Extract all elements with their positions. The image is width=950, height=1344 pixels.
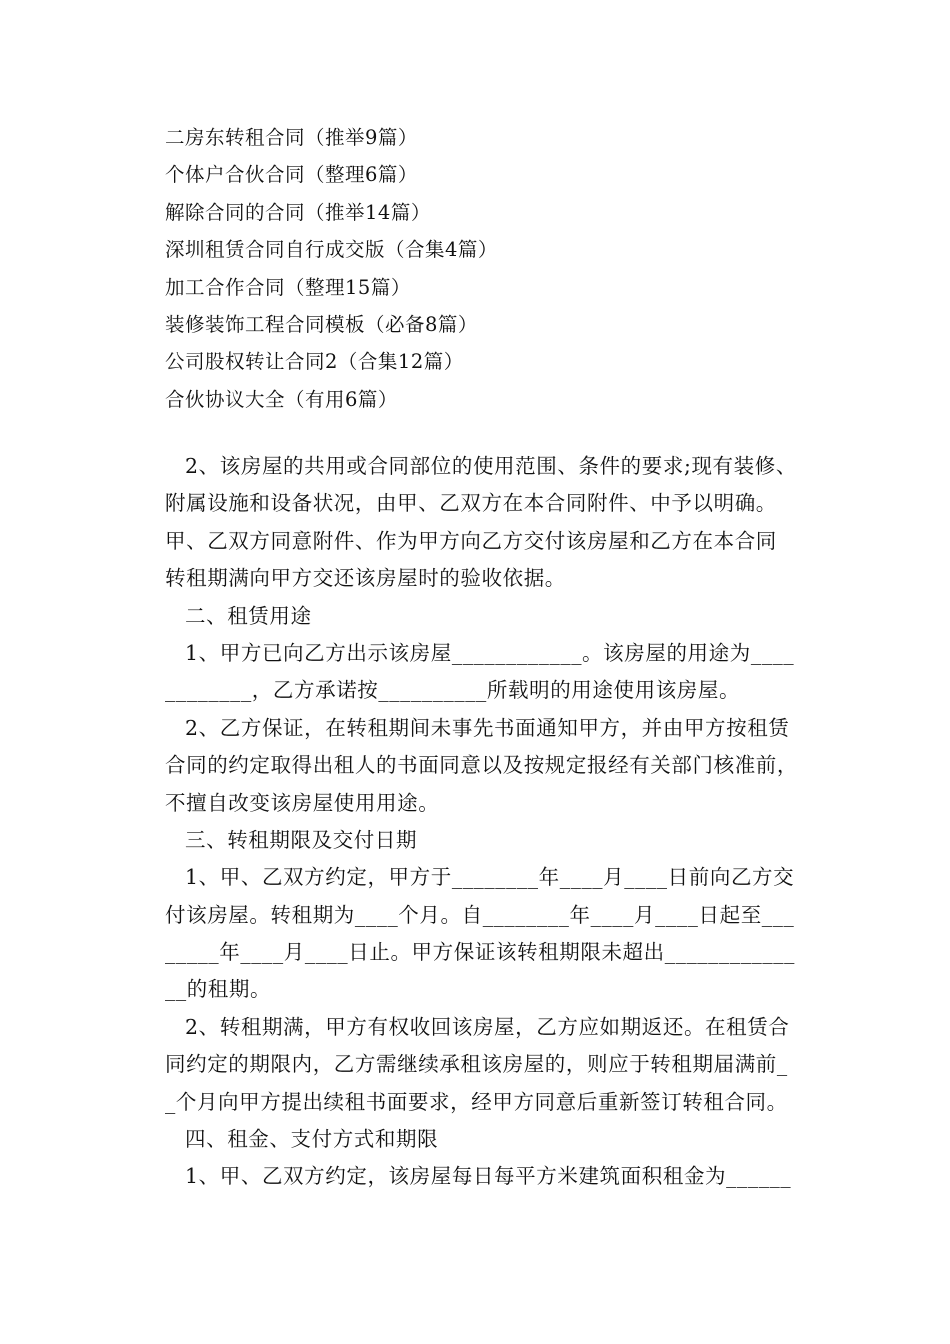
- clause-paragraph: [145, 1009, 810, 1121]
- clause-paragraph: [145, 635, 810, 710]
- text-line: 2、乙方保证，在转租期间未事先书面通知甲方，并由甲方按租赁: [185, 715, 790, 740]
- contract-body: [145, 448, 810, 1196]
- clause-paragraph: [145, 859, 810, 1009]
- text-line: 附属设施和设备状况，由甲、乙双方在本合同附件、中予以明确。: [165, 491, 777, 516]
- text-line: 不擅自改变该房屋使用用途。: [165, 790, 440, 815]
- related-links-list: [165, 119, 805, 418]
- text-line: 二、租赁用途: [185, 603, 312, 628]
- text-line: 甲、乙双方同意附件、作为甲方向乙方交付该房屋和乙方在本合同: [165, 528, 777, 553]
- section-heading: [145, 1121, 810, 1158]
- text-line: _个月向甲方提出续租书面要求，经甲方同意后重新签订转租合同。: [165, 1089, 788, 1114]
- text-line: 1、甲方已向乙方出示该房屋____________。该房屋的用途为____: [185, 640, 795, 665]
- text-line: 付该房屋。转租期为____个月。自________年____月____日起至___: [165, 902, 795, 927]
- text-line: 1、甲、乙双方约定，甲方于________年____月____日前向乙方交: [185, 865, 795, 890]
- related-link[interactable]: 个体户合伙合同（整理6篇）: [165, 163, 418, 187]
- related-link[interactable]: 深圳租赁合同自行成交版（合集4篇）: [165, 238, 498, 262]
- related-link[interactable]: 加工合作合同（整理15篇）: [165, 275, 411, 299]
- text-line: ________，乙方承诺按__________所载明的用途使用该房屋。: [165, 678, 741, 703]
- related-link[interactable]: 解除合同的合同（推举14篇）: [165, 200, 431, 224]
- section-heading: [145, 598, 810, 635]
- text-line: __的租期。: [165, 977, 272, 1002]
- text-line: 2、转租期满，甲方有权收回该房屋，乙方应如期返还。在租赁合: [185, 1014, 790, 1039]
- related-link[interactable]: 二房东转租合同（推举9篇）: [165, 126, 418, 149]
- related-link[interactable]: 公司股权转让合同2（合集12篇）: [165, 350, 464, 374]
- clause-paragraph: [145, 448, 810, 598]
- text-line: 转租期满向甲方交还该房屋时的验收依据。: [165, 566, 566, 591]
- related-link[interactable]: 合伙协议大全（有用6篇）: [165, 387, 398, 411]
- text-line: 四、租金、支付方式和期限: [185, 1127, 439, 1152]
- section-heading: [145, 822, 810, 859]
- text-line: 合同的约定取得出租人的书面同意以及按规定报经有关部门核准前，: [165, 753, 798, 778]
- clause-paragraph: [145, 1158, 810, 1195]
- text-line: _____年____月____日止。甲方保证该转租期限未超出____________: [165, 940, 795, 965]
- clause-paragraph: [145, 710, 810, 822]
- text-line: 1、甲、乙双方约定，该房屋每日每平方米建筑面积租金为______: [185, 1164, 792, 1189]
- related-link[interactable]: 装修装饰工程合同模板（必备8篇）: [165, 312, 478, 336]
- text-line: 2、该房屋的共用或合同部位的使用范围、条件的要求;现有装修、: [185, 454, 797, 478]
- text-line: 同约定的期限内，乙方需继续承租该房屋的，则应于转租期届满前_: [165, 1052, 788, 1077]
- text-line: 三、转租期限及交付日期: [185, 827, 418, 852]
